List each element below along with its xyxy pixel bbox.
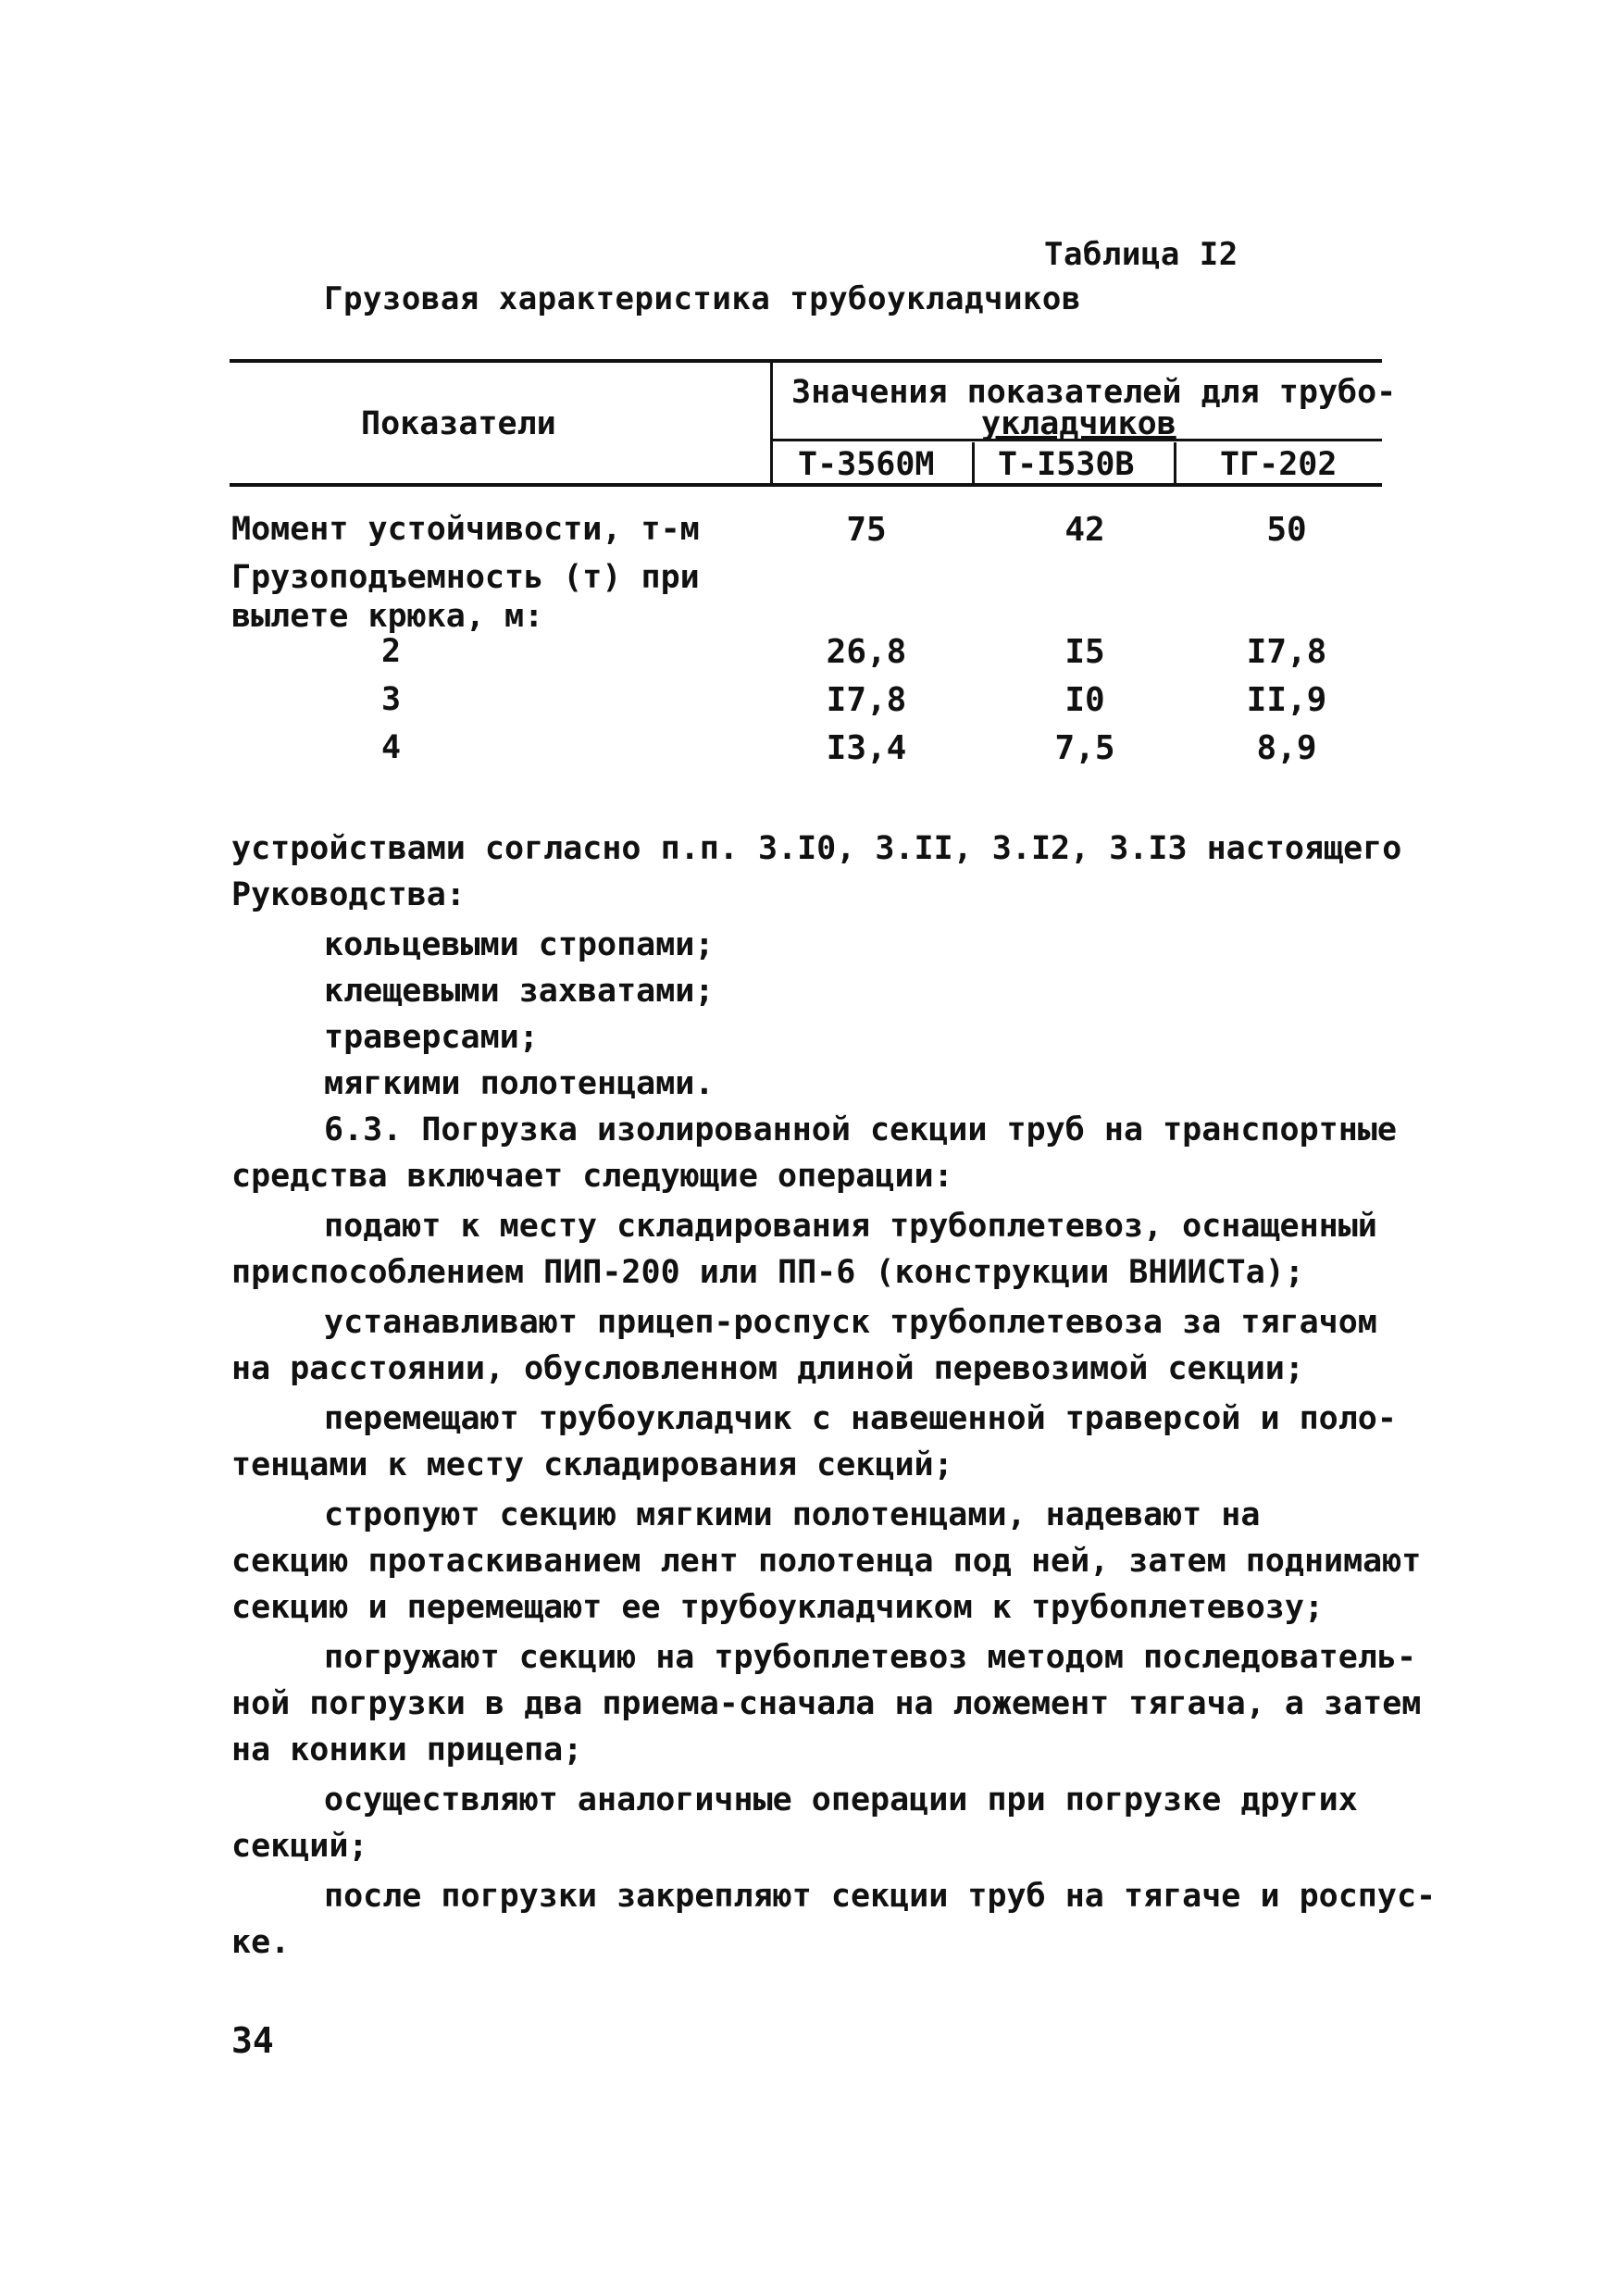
list-item: кольцевыми стропами; <box>324 926 715 963</box>
header-group-line1: Значения показателей для трубо- <box>791 374 1397 411</box>
row-moment-value-3: 50 <box>1266 511 1307 549</box>
paragraph-line: приспособлением ПИП-200 или ПП-6 (конструкции ВНИИСТа); <box>231 1254 1304 1291</box>
table-top-rule <box>230 359 1382 363</box>
paragraph-line: стропуют секцию мягкими полотенцами, надевают на <box>324 1496 1261 1533</box>
table-cell: 8,9 <box>1256 729 1317 767</box>
table-cell: I7,8 <box>1246 633 1327 671</box>
row-capacity-label-1: Грузоподъемность (т) при <box>231 559 700 596</box>
col-divider-1 <box>972 442 975 483</box>
paragraph-line: после погрузки закрепляют секции труб на тягаче и роспус- <box>324 1878 1437 1915</box>
table-cell: 26,8 <box>826 633 907 671</box>
table-cell: I5 <box>1064 633 1105 671</box>
paragraph-line: секцию и перемещают ее трубоукладчиком к трубоплетевозу; <box>231 1589 1325 1626</box>
list-item: клещевыми захватами; <box>324 973 715 1010</box>
paragraph-line: ке. <box>231 1924 291 1961</box>
column-header-1: Т-3560М <box>798 446 935 483</box>
column-header-3: ТГ-202 <box>1220 446 1338 483</box>
paragraph-line: перемещают трубоукладчик с навешенной траверсой и поло- <box>324 1400 1397 1437</box>
col-divider-2 <box>1174 442 1176 483</box>
row-moment-value-2: 42 <box>1064 511 1105 549</box>
header-param: Показатели <box>361 405 556 442</box>
table-row-label: 3 <box>381 681 402 718</box>
table-cell: I7,8 <box>826 681 907 719</box>
column-header-2: Т-I530В <box>998 446 1135 483</box>
paragraph-line: на коники прицепа; <box>231 1731 583 1769</box>
table-label: Таблица I2 <box>1044 236 1238 273</box>
paragraph-line: тенцами к месту складирования секций; <box>231 1446 953 1483</box>
paragraph-line: погружают секцию на трубоплетевоз методом последователь- <box>324 1639 1417 1676</box>
table-header-bottom-rule <box>230 483 1382 487</box>
row-moment-label: Момент устойчивости, т-м <box>231 511 700 548</box>
paragraph-line: Руководства: <box>231 876 466 913</box>
row-capacity-label-2: вылете крюка, м: <box>231 598 544 635</box>
paragraph-line: ной погрузки в два приема-сначала на ложемент тягача, а затем <box>231 1685 1422 1722</box>
table-cell: I0 <box>1064 681 1105 719</box>
paragraph-line: устройствами согласно п.п. 3.I0, 3.II, 3.I2, 3.I3 настоящего <box>231 830 1402 867</box>
paragraph-line: осуществляют аналогичные операции при погрузке других <box>324 1781 1358 1818</box>
table-cell: I3,4 <box>826 729 907 767</box>
list-item: мягкими полотенцами. <box>324 1065 715 1102</box>
paragraph-line: секцию протаскиванием лент полотенца под ней, затем поднимают <box>231 1543 1422 1580</box>
table-row-label: 4 <box>381 729 402 766</box>
table-header-divider <box>770 363 773 483</box>
paragraph-line: устанавливают прицеп-роспуск трубоплетевоза за тягачом <box>324 1304 1377 1341</box>
table-title: Грузовая характеристика трубоукладчиков <box>324 280 1081 317</box>
row-moment-value-1: 75 <box>846 511 887 549</box>
table-row-label: 2 <box>381 633 402 670</box>
page-number: 34 <box>231 2020 274 2061</box>
table-cell: 7,5 <box>1054 729 1115 767</box>
paragraph-line: подают к месту складирования трубоплетевоз, оснащенный <box>324 1208 1377 1245</box>
paragraph-line: секций; <box>231 1828 368 1865</box>
paragraph-line: 6.3. Погрузка изолированной секции труб на транспортные <box>324 1111 1397 1148</box>
paragraph-line: на расстоянии, обусловленном длиной перевозимой секции; <box>231 1350 1304 1387</box>
header-group-line2: укладчиков <box>981 405 1176 442</box>
table-cell: II,9 <box>1246 681 1327 719</box>
paragraph-line: средства включает следующие операции: <box>231 1158 953 1195</box>
list-item: траверсами; <box>324 1019 539 1056</box>
